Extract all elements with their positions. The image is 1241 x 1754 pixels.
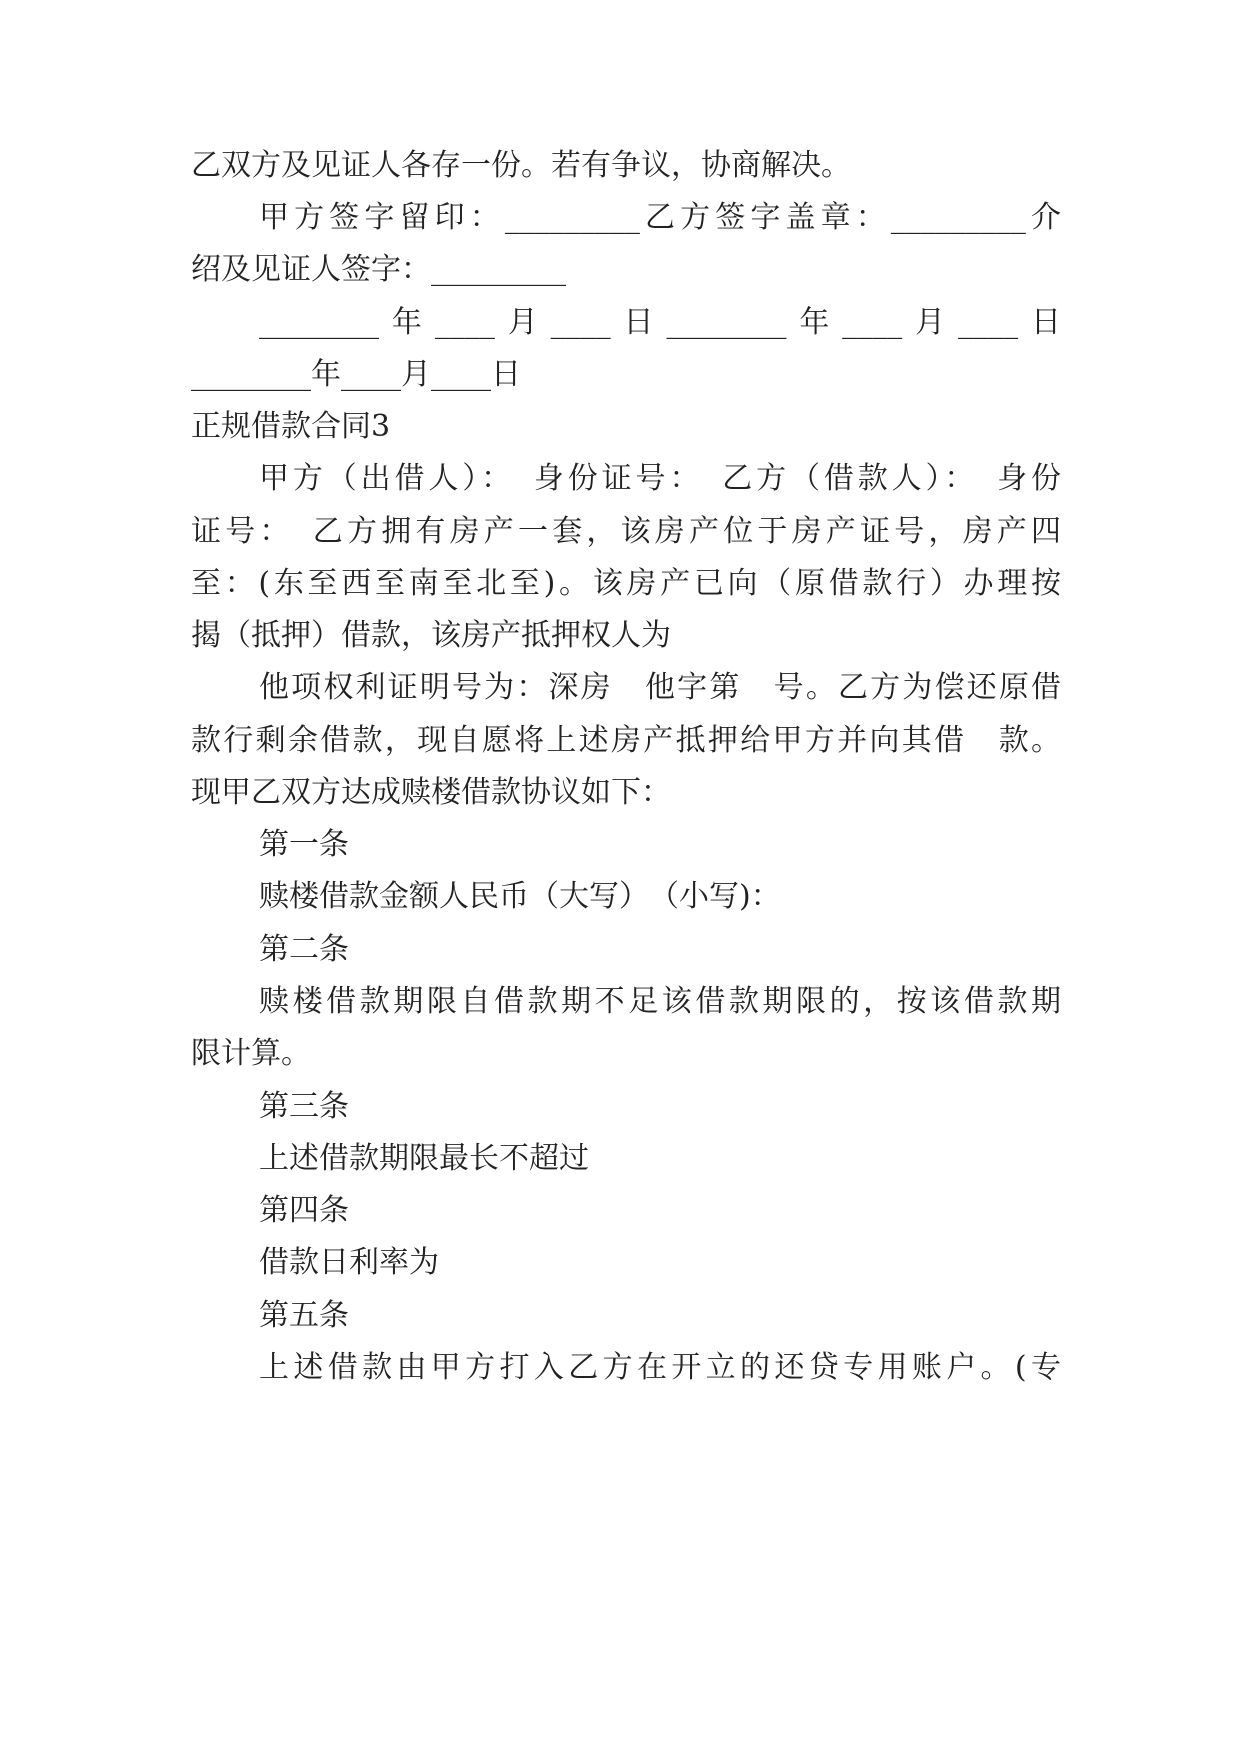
text-line-1: 乙双方及见证人各存一份。若有争议，协商解决。 (191, 148, 851, 183)
text-line-agreement-intro: 现甲乙双方达成赎楼借款协议如下： (191, 775, 671, 810)
text-line-signatures: 甲方签字留印：_________乙方签字盖章：_________介 (259, 200, 1061, 235)
article-2-text-2: 限计算。 (191, 1036, 311, 1071)
text-line-certificate-1: 他项权利证明号为：深房 他字第 号。乙方为偿还原借 (259, 670, 1061, 705)
article-2-text-1: 赎楼借款期限自借款期不足该借款期限的，按该借款期 (259, 984, 1061, 1019)
article-1-text: 赎楼借款金额人民币（大写） （小写)： (259, 879, 781, 914)
article-3-text: 上述借款期限最长不超过 (259, 1141, 589, 1176)
section-heading: 正规借款合同3 (191, 409, 391, 444)
text-line-dates-1: ________年____月____日________年____月____日 (259, 305, 1061, 340)
text-line-property-1: 证号： 乙方拥有房产一套，该房产位于房产证号，房产四 (191, 514, 1061, 549)
article-4-text: 借款日利率为 (259, 1245, 439, 1280)
text-line-property-3: 揭（抵押）借款，该房产抵押权人为 (191, 618, 671, 653)
article-3-heading: 第三条 (259, 1089, 349, 1124)
text-line-certificate-2: 款行剩余借款，现自愿将上述房产抵押给甲方并向其借 款。 (191, 723, 1061, 758)
text-line-parties: 甲方（出借人）： 身份证号： 乙方（借款人）： 身份 (259, 461, 1061, 496)
text-line-dates-2: ________年____月____日 (191, 357, 521, 392)
text-line-property-2: 至：(东至西至南至北至)。该房产已向（原借款行）办理按 (191, 566, 1061, 601)
article-5-text: 上述借款由甲方打入乙方在开立的还贷专用账户。(专 (259, 1350, 1061, 1385)
text-line-witness-signature: 绍及见证人签字：_________ (191, 252, 566, 287)
article-4-heading: 第四条 (259, 1193, 349, 1228)
article-5-heading: 第五条 (259, 1298, 349, 1333)
article-1-heading: 第一条 (259, 827, 349, 862)
article-2-heading: 第二条 (259, 932, 349, 967)
